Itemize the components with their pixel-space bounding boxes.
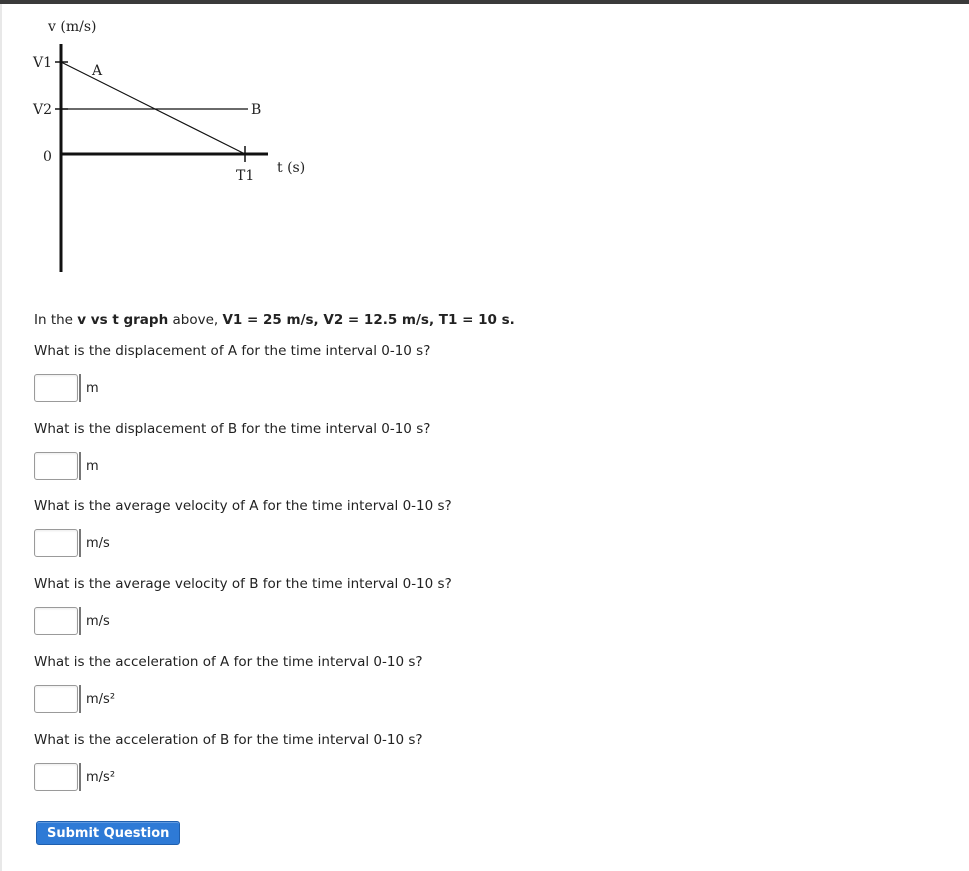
- tick-v2-label: V2: [33, 102, 53, 118]
- unit-separator: [79, 374, 81, 402]
- intro-graph-name: v vs t graph: [77, 312, 169, 328]
- unit-separator: [79, 529, 81, 557]
- answer-row-6: [34, 762, 115, 792]
- question-3-prompt: What is the average velocity of A for the time interval 0-10 s?: [34, 498, 452, 514]
- answer-row-3: [34, 528, 110, 558]
- answer-row-4: [34, 606, 110, 636]
- tick-t1-label: T1: [236, 168, 255, 184]
- tick-zero-label: 0: [43, 149, 52, 165]
- unit-label-5: m/s²: [86, 691, 116, 707]
- unit-separator: [79, 607, 81, 635]
- question-4-prompt: What is the average velocity of B for the time interval 0-10 s?: [34, 576, 452, 592]
- answer-row-5: [34, 684, 115, 714]
- question-5-prompt: What is the acceleration of A for the time interval 0-10 s?: [34, 654, 423, 670]
- intro-mid: above,: [168, 312, 223, 328]
- answer-input-3[interactable]: [34, 529, 78, 557]
- unit-label-6: m/s²: [86, 769, 116, 785]
- velocity-time-graph: [0, 0, 340, 290]
- unit-label-4: m/s: [86, 613, 110, 629]
- question-6-prompt: What is the acceleration of B for the time interval 0-10 s?: [34, 732, 423, 748]
- y-axis-label: v (m/s): [48, 19, 97, 35]
- unit-label-3: m/s: [86, 535, 110, 551]
- answer-input-5[interactable]: [34, 685, 78, 713]
- answer-input-4[interactable]: [34, 607, 78, 635]
- question-intro: [34, 312, 515, 328]
- unit-separator: [79, 763, 81, 791]
- answer-row-1: [34, 373, 99, 403]
- question-1-prompt: What is the displacement of A for the time interval 0-10 s?: [34, 343, 431, 359]
- submit-question-button[interactable]: Submit Question: [36, 821, 180, 845]
- x-axis-label: t (s): [277, 160, 306, 176]
- unit-label-2: m: [86, 458, 99, 474]
- answer-input-6[interactable]: [34, 763, 78, 791]
- intro-given-values: V1 = 25 m/s, V2 = 12.5 m/s, T1 = 10 s.: [222, 312, 515, 328]
- unit-separator: [79, 685, 81, 713]
- tick-v1-label: V1: [33, 55, 53, 71]
- answer-input-2[interactable]: [34, 452, 78, 480]
- intro-prefix: In the: [34, 312, 78, 328]
- unit-label-1: m: [86, 380, 99, 396]
- answer-row-2: [34, 451, 99, 481]
- label-a: A: [92, 63, 103, 79]
- question-2-prompt: What is the displacement of B for the time interval 0-10 s?: [34, 421, 431, 437]
- label-b: B: [251, 102, 262, 118]
- line-a: [61, 62, 245, 154]
- graph-svg: [0, 0, 340, 290]
- answer-input-1[interactable]: [34, 374, 78, 402]
- unit-separator: [79, 452, 81, 480]
